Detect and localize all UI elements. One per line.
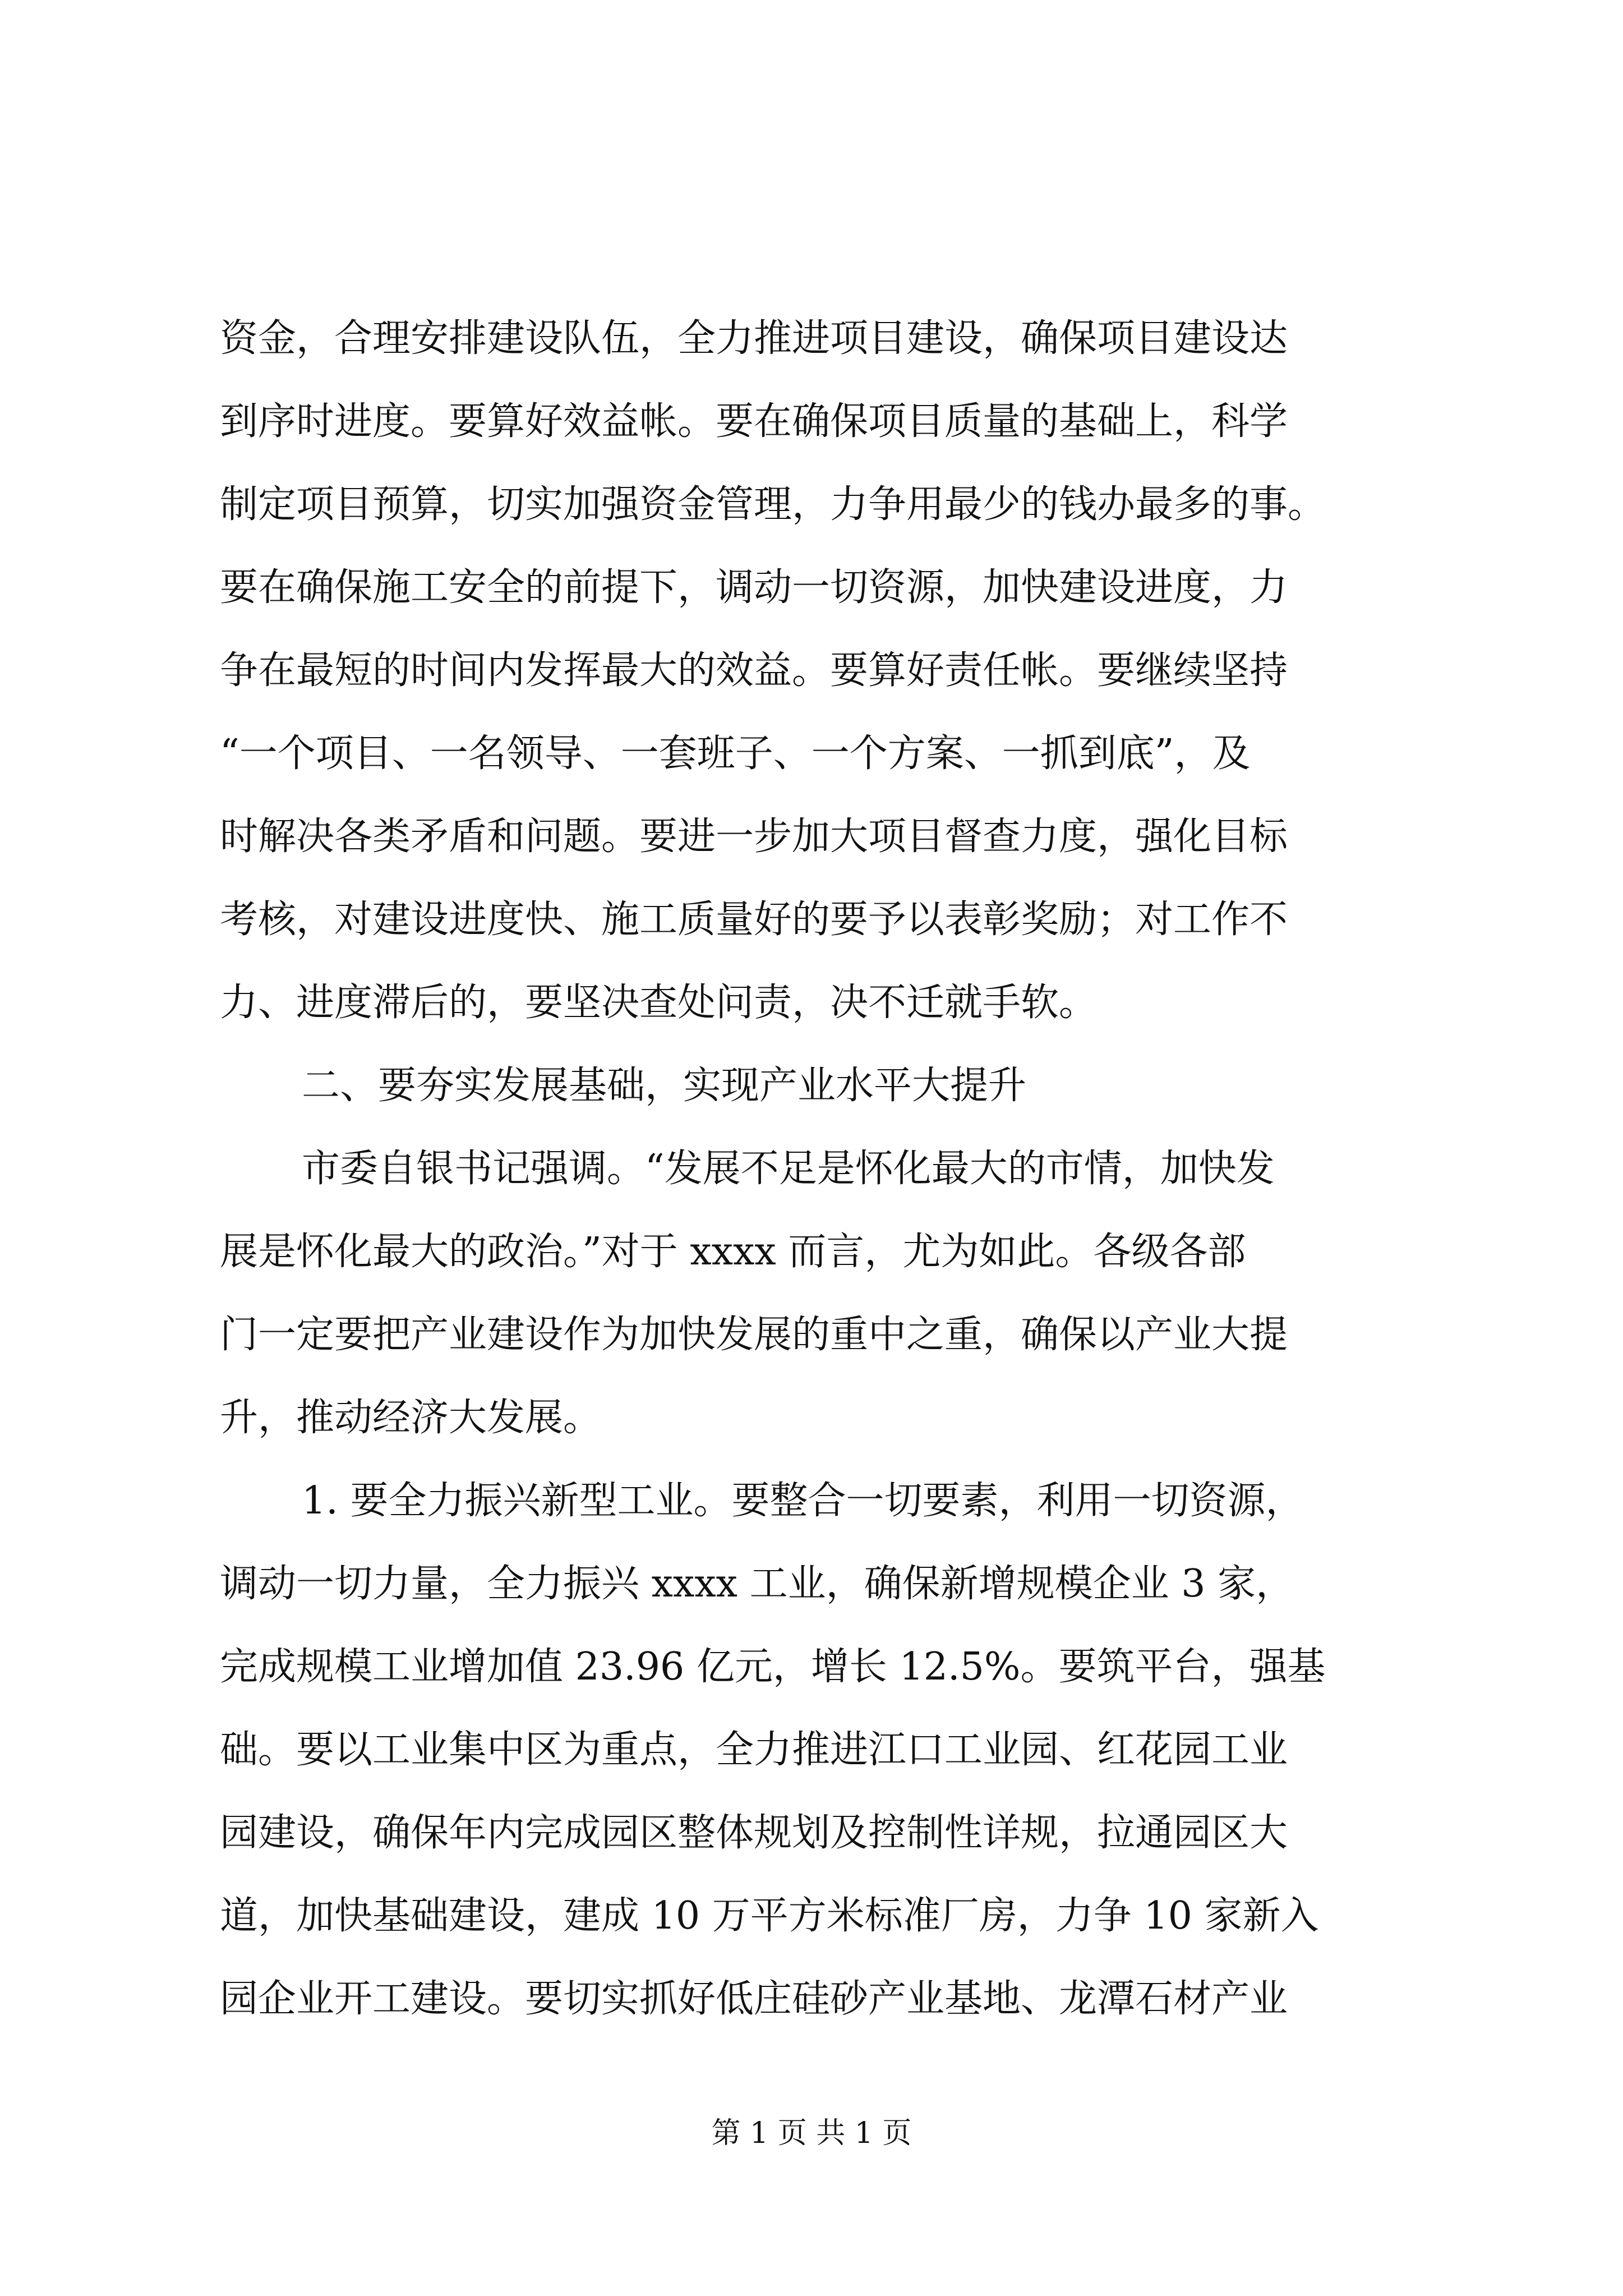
page-footer — [0, 2114, 1623, 2153]
page-number-label: 第 1 页 共 1 页 — [711, 2116, 912, 2150]
text-line: 升，推动经济大发展。 — [220, 1396, 602, 1440]
text-line: 道，加快基础建设，建成 10 万平方米标准厂房，力争 10 家新入 — [220, 1894, 1319, 1938]
text-line: 门一定要把产业建设作为加快发展的重中之重，确保以产业大提 — [220, 1313, 1288, 1357]
text-line: 考核，对建设进度快、施工质量好的要予以表彰奖励；对工作不 — [220, 898, 1288, 942]
text-line: 时解决各类矛盾和问题。要进一步加大项目督查力度，强化目标 — [220, 815, 1288, 859]
text-line: 园建设，确保年内完成园区整体规划及控制性详规，拉通园区大 — [220, 1811, 1288, 1855]
text-line: 展是怀化最大的政治。”对于 xxxx 而言，尤为如此。各级各部 — [220, 1230, 1246, 1274]
text-line: 力、进度滞后的，要坚决查处问责，决不迁就手软。 — [220, 981, 1098, 1025]
text-line: 础。要以工业集中区为重点，全力推进江口工业园、红花园工业 — [220, 1728, 1288, 1772]
text-line: 调动一切力量，全力振兴 xxxx 工业，确保新增规模企业 3 家， — [220, 1562, 1294, 1606]
text-line: 市委自银书记强调。“发展不足是怀化最大的市情，加快发 — [302, 1147, 1275, 1191]
text-line: 园企业开工建设。要切实抓好低庄硅砂产业基地、龙潭石材产业 — [220, 1977, 1288, 2021]
text-line: 资金，合理安排建设队伍，全力推进项目建设，确保项目建设达 — [220, 316, 1288, 361]
text-line: 制定项目预算，切实加强资金管理，力争用最少的钱办最多的事。 — [220, 482, 1326, 527]
text-line: 到序时进度。要算好效益帐。要在确保项目质量的基础上，科学 — [220, 399, 1288, 444]
text-line: 完成规模工业增加值 23.96 亿元，增长 12.5%。要筑平台，强基 — [220, 1645, 1326, 1689]
text-line: 1. 要全力振兴新型工业。要整合一切要素，利用一切资源， — [302, 1479, 1304, 1523]
text-line: 要在确保施工安全的前提下，调动一切资源，加快建设进度，力 — [220, 565, 1288, 610]
document-body — [220, 297, 1420, 2041]
text-line: 争在最短的时间内发挥最大的效益。要算好责任帐。要继续坚持 — [220, 648, 1288, 693]
text-line: “一个项目、一名领导、一套班子、一个方案、一抓到底”，及 — [220, 731, 1251, 776]
text-line: 二、要夯实发展基础，实现产业水平大提升 — [302, 1064, 1027, 1108]
